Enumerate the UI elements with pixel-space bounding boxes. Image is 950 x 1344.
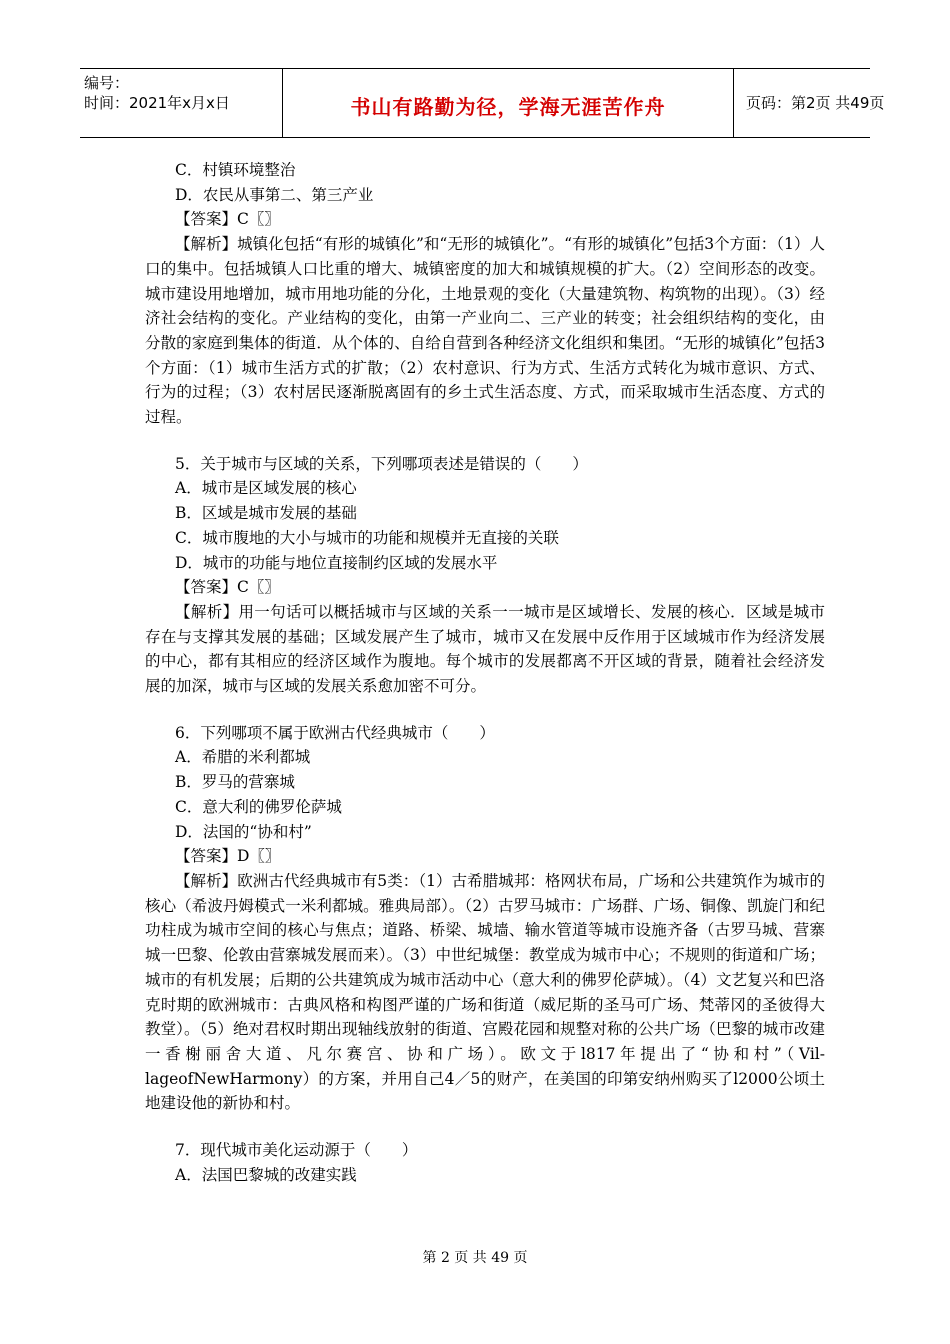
document-body [145,158,825,1187]
q6-option-c: C．意大利的佛罗伦萨城 [175,797,342,816]
header-page-cell [734,69,885,137]
number-label: 编号： [84,74,130,92]
q5-option-c: C．城市腹地的大小与城市的功能和规模并无直接的关联 [175,528,559,547]
q4-answer: 【答案】C〖〗 [175,210,280,229]
q5-option-b: B．区域是城市发展的基础 [175,504,357,523]
q7-question: 7．现代城市美化运动源于（ ） [175,1141,418,1160]
q6-option-a: A．希腊的米利都城 [175,748,311,767]
time-label: 时间：2021年x月x日 [84,94,230,112]
header-motto-cell [282,69,734,137]
q6-option-b: B．罗马的营寨城 [175,773,295,792]
q6-option-d: D．法国的“协和村” [175,822,312,841]
motto-text: 书山有路勤为径，学海无涯苦作舟 [350,95,666,119]
q4-option-c: C．村镇环境整治 [175,161,296,179]
page-footer: 第 2 页 共 49 页 [422,1250,528,1266]
q6-question: 6．下列哪项不属于欧洲古代经典城市（ ） [175,723,495,742]
q4-analysis: 【解析】城镇化包括“有形的城镇化”和“无形的城镇化”。“有形的城镇化”包括3个方面：（1）人口的集中。包括城镇人口比重的增大、城镇密度的加大和城镇规模的扩大。（2）空间形态的改变。城市建设用地增加，城市用地功能的分化，土地景观的变化（大量建筑物、构筑物的出现）。（3）经济社会结构的变化。产业结构的变化，由第一产业向二、三产业的转变；社会组织结构的变化，由分散的家庭到集体的街道．从个体的、自给自营到各种经济文化组织和集团。“无形的城镇化”包括3个方面：（1）城市生活方式的扩散；（2）农村意识、行为方式、生活方式转化为城市意识、方式、行为的过程；（3）农村居民逐渐脱离固有的乡土式生活态度、方式，而采取城市生活态度、方式的过程。 [145,235,825,427]
q5-option-d: D．城市的功能与地位直接制约区域的发展水平 [175,553,498,572]
q5-option-a: A．城市是区域发展的核心 [175,479,357,498]
header-table [80,68,885,138]
q7-option-a: A．法国巴黎城的改建实践 [175,1165,357,1184]
q5-answer: 【答案】C〖〗 [175,578,280,597]
q4-option-d: D．农民从事第二、第三产业 [175,185,374,204]
q5-analysis: 【解析】用一句话可以概括城市与区域的关系一一城市是区域增长、发展的核心．区域是城市存在与支撑其发展的基础；区域发展产生了城市，城市又在发展中反作用于区域城市作为经济发展的中心，都有其相应的经济区域作为腹地。每个城市的发展都离不开区域的背景，随着社会经济发展的加深，城市与区域的发展关系愈加密不可分。 [145,602,825,696]
q6-analysis: 【解析】欧洲古代经典城市有5类：（1）古希腊城邦：格网状布局，广场和公共建筑作为城市的核心（希波丹姆模式一米利都城。雅典局部）。（2）古罗马城市：广场群、广场、铜像、凯旋门和纪功柱成为城市空间的核心与焦点；道路、桥梁、城墙、输水管道等城市设施齐备（古罗马城、营寨城一巴黎、伦敦由营寨城发展而来）。（3）中世纪城堡：教堂成为城市中心；不规则的街道和广场；城市的有机发展；后期的公共建筑成为城市活动中心（意大利的佛罗伦萨城）。（4）文艺复兴和巴洛克时期的欧洲城市：古典风格和构图严谨的广场和街道（威尼斯的圣马可广场、梵蒂冈的圣彼得大教堂）。（5）绝对君权时期出现轴线放射的街道、宫殿花园和规整对称的公共广场（巴黎的城市改建一香榭丽舍大道、凡尔赛宫、协和广场）。欧文于l817年提出了“协和村”（Vil-lageofNewHarmony）的方案，并用自己4／5的财产，在美国的印第安纳州购买了l2000公顷土地建设他的新协和村。 [145,871,825,1113]
q6-answer: 【答案】D〖〗 [175,847,281,866]
q5-question: 5．关于城市与区域的关系，下列哪项表述是错误的（ ） [175,454,588,473]
page-label: 页码：第2页 共49页 [746,94,885,112]
header-meta-cell [80,69,282,137]
